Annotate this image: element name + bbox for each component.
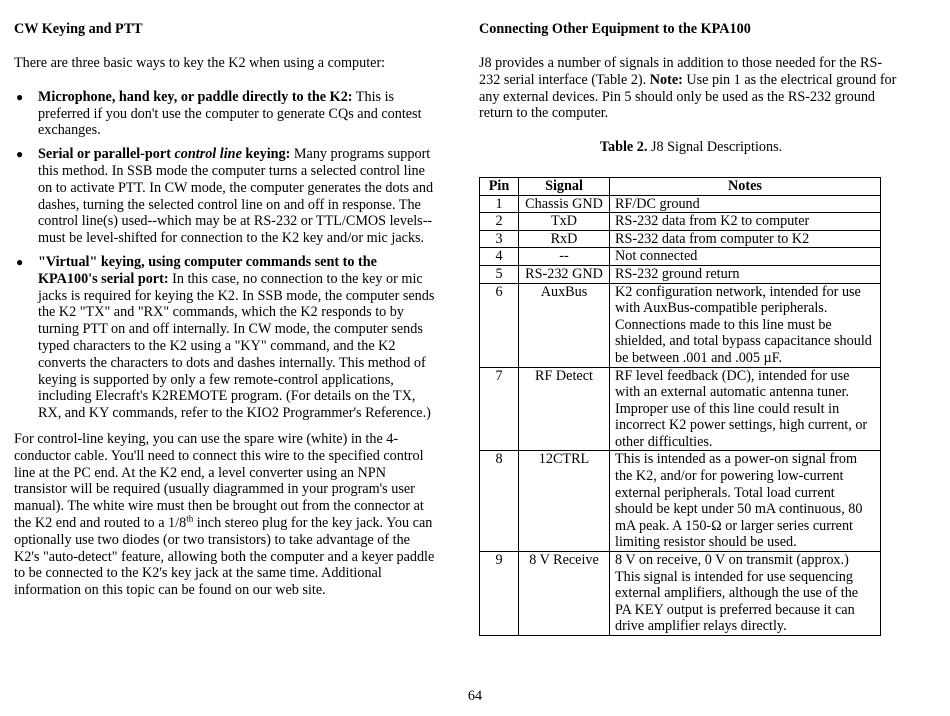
paragraph-text: For control-line keying, you can use the spare wire (white) in the 4-conductor cable. You'll need to connect this wire to the specified control line at the PC end. At the K2 end, a level converter using an NPN transistor will be required (usually diagrammed in your program's user manual). The white wire must then be brought out from the connector at the K2 end and routed to a 1/8 <box>14 430 424 531</box>
cell-signal: 12CTRL <box>519 451 610 552</box>
cell-signal: RxD <box>519 230 610 248</box>
signal-table <box>479 177 881 636</box>
note-label: Note: <box>649 71 683 88</box>
bullet-lead-part: keying: <box>241 146 291 163</box>
table-header-row <box>480 177 881 195</box>
bullet-icon: ● <box>16 89 24 104</box>
cell-signal: TxD <box>519 213 610 231</box>
superscript: th <box>186 513 194 524</box>
bullet-lead <box>38 146 290 162</box>
page-number: 64 <box>467 688 483 704</box>
paragraph-text: Use pin 1 as the electrical ground for any external devices. Pin 5 should only be used as the RS-232 ground return to the computer. <box>479 71 897 122</box>
cell-pin: 6 <box>480 283 519 367</box>
list-item <box>14 89 436 139</box>
control-line-paragraph <box>14 431 436 599</box>
table-row <box>480 265 881 283</box>
bullet-text: This is preferred if you don't use the computer to generate CQs and contest exchanges. <box>38 88 422 139</box>
cell-pin: 9 <box>480 552 519 636</box>
header-signal: Signal <box>519 177 610 195</box>
cell-notes: RS-232 data from K2 to computer <box>610 213 881 231</box>
cell-signal: -- <box>519 248 610 266</box>
cell-notes: RF level feedback (DC), intended for use with an external automatic antenna tuner. Improper use of this line could result in incorrect K2 power settings, high current, or other difficulties. <box>610 367 881 451</box>
section-heading-connecting: Connecting Other Equipment to the KPA100 <box>479 21 751 37</box>
cell-notes: RF/DC ground <box>610 195 881 213</box>
cell-pin: 5 <box>480 265 519 283</box>
list-item <box>14 254 436 422</box>
caption-label: Table 2. <box>599 139 648 156</box>
table-row <box>480 552 881 636</box>
bullet-lead-part: Serial or parallel-port <box>38 146 175 163</box>
bullet-text: Many programs support this method. In SSB mode the computer turns a selected control line on to activate PTT. In CW mode, the computer generates the dots and dashes, turning the selected control line on and off in response. The control line(s) used--which may be at RS-232 or TTL/CMOS levels--must be level-shifted for connection to the K2 key and/or mic jacks. <box>38 146 434 247</box>
cell-signal: RS-232 GND <box>519 265 610 283</box>
paragraph-text: inch stereo plug for the key jack. You can optionally use two diodes (or two transistors) to take advantage of the K2's "auto-detect" feature, allowing both the computer and a keyer paddle to be connected to the K2's key jack at the same time. Additional information on this topic can be found on our web site. <box>14 514 435 599</box>
bullet-text: In this case, no connection to the key or mic jacks is required for keying the K2. In SSB mode, the computer sends the K2 "TX" and "RX" commands, which the K2 responds to by turning PTT on and off internally. In CW mode, the computer sends typed characters to the K2 using a "KY" command, and the K2 converts the characters to dots and dashes internally. This method of keying is supported by only a few remote-control applications, including Elecraft's K2REMOTE program. (For details on the TX, RX, and KY commands, refer to the KIO2 Programmer's Reference.) <box>38 270 435 422</box>
header-notes: Notes <box>610 177 881 195</box>
cell-pin: 7 <box>480 367 519 451</box>
bullet-icon: ● <box>16 254 24 269</box>
table-row <box>480 283 881 367</box>
table-row <box>480 213 881 231</box>
bullet-lead: Microphone, hand key, or paddle directly to the K2: <box>38 88 353 105</box>
header-pin: Pin <box>480 177 519 195</box>
right-column <box>479 21 903 636</box>
table-row <box>480 367 881 451</box>
keying-methods-list <box>14 89 436 422</box>
cell-signal: 8 V Receive <box>519 552 610 636</box>
cell-signal: RF Detect <box>519 367 610 451</box>
cell-pin: 1 <box>480 195 519 213</box>
cell-notes: 8 V on receive, 0 V on transmit (approx.) This signal is intended for use sequencing external amplifiers, although the use of the PA KEY output is preferred because it can drive amplifier relays directly. <box>610 552 881 636</box>
bullet-lead: "Virtual" keying, using computer commands sent to the KPA100's serial port: <box>38 253 377 287</box>
paragraph-text: J8 provides a number of signals in addition to those needed for the RS-232 serial interface (Table 2). <box>479 55 883 88</box>
left-column <box>14 21 436 599</box>
cell-notes: RS-232 ground return <box>610 265 881 283</box>
table-row <box>480 451 881 552</box>
cell-notes: This is intended as a power-on signal from the K2, and/or for powering low-current external peripherals. Total load current should be kept under 50 mA continuous, 80 mA peak. A 150-Ω or larger series current limiting resistor should be used. <box>610 451 881 552</box>
bullet-icon: ● <box>16 147 24 162</box>
table-row <box>480 195 881 213</box>
cell-pin: 3 <box>480 230 519 248</box>
section-heading-cw-keying: CW Keying and PTT <box>14 21 143 37</box>
bullet-lead-italic: control line <box>174 146 242 163</box>
cell-notes: K2 configuration network, intended for use with AuxBus-compatible peripherals. Connections made to this line must be shielded, and total bypass capacitance should be between .001 and .005 µF. <box>610 283 881 367</box>
cell-notes: Not connected <box>610 248 881 266</box>
table-row <box>480 248 881 266</box>
table-caption <box>479 139 903 156</box>
cell-pin: 8 <box>480 451 519 552</box>
cell-pin: 2 <box>480 213 519 231</box>
j8-paragraph <box>479 55 903 122</box>
cell-notes: RS-232 data from computer to K2 <box>610 230 881 248</box>
list-item <box>14 146 436 247</box>
table-row <box>480 230 881 248</box>
cell-pin: 4 <box>480 248 519 266</box>
cell-signal: Chassis GND <box>519 195 610 213</box>
intro-paragraph: There are three basic ways to key the K2 when using a computer: <box>14 55 386 71</box>
cell-signal: AuxBus <box>519 283 610 367</box>
caption-text: J8 Signal Descriptions. <box>647 139 783 156</box>
